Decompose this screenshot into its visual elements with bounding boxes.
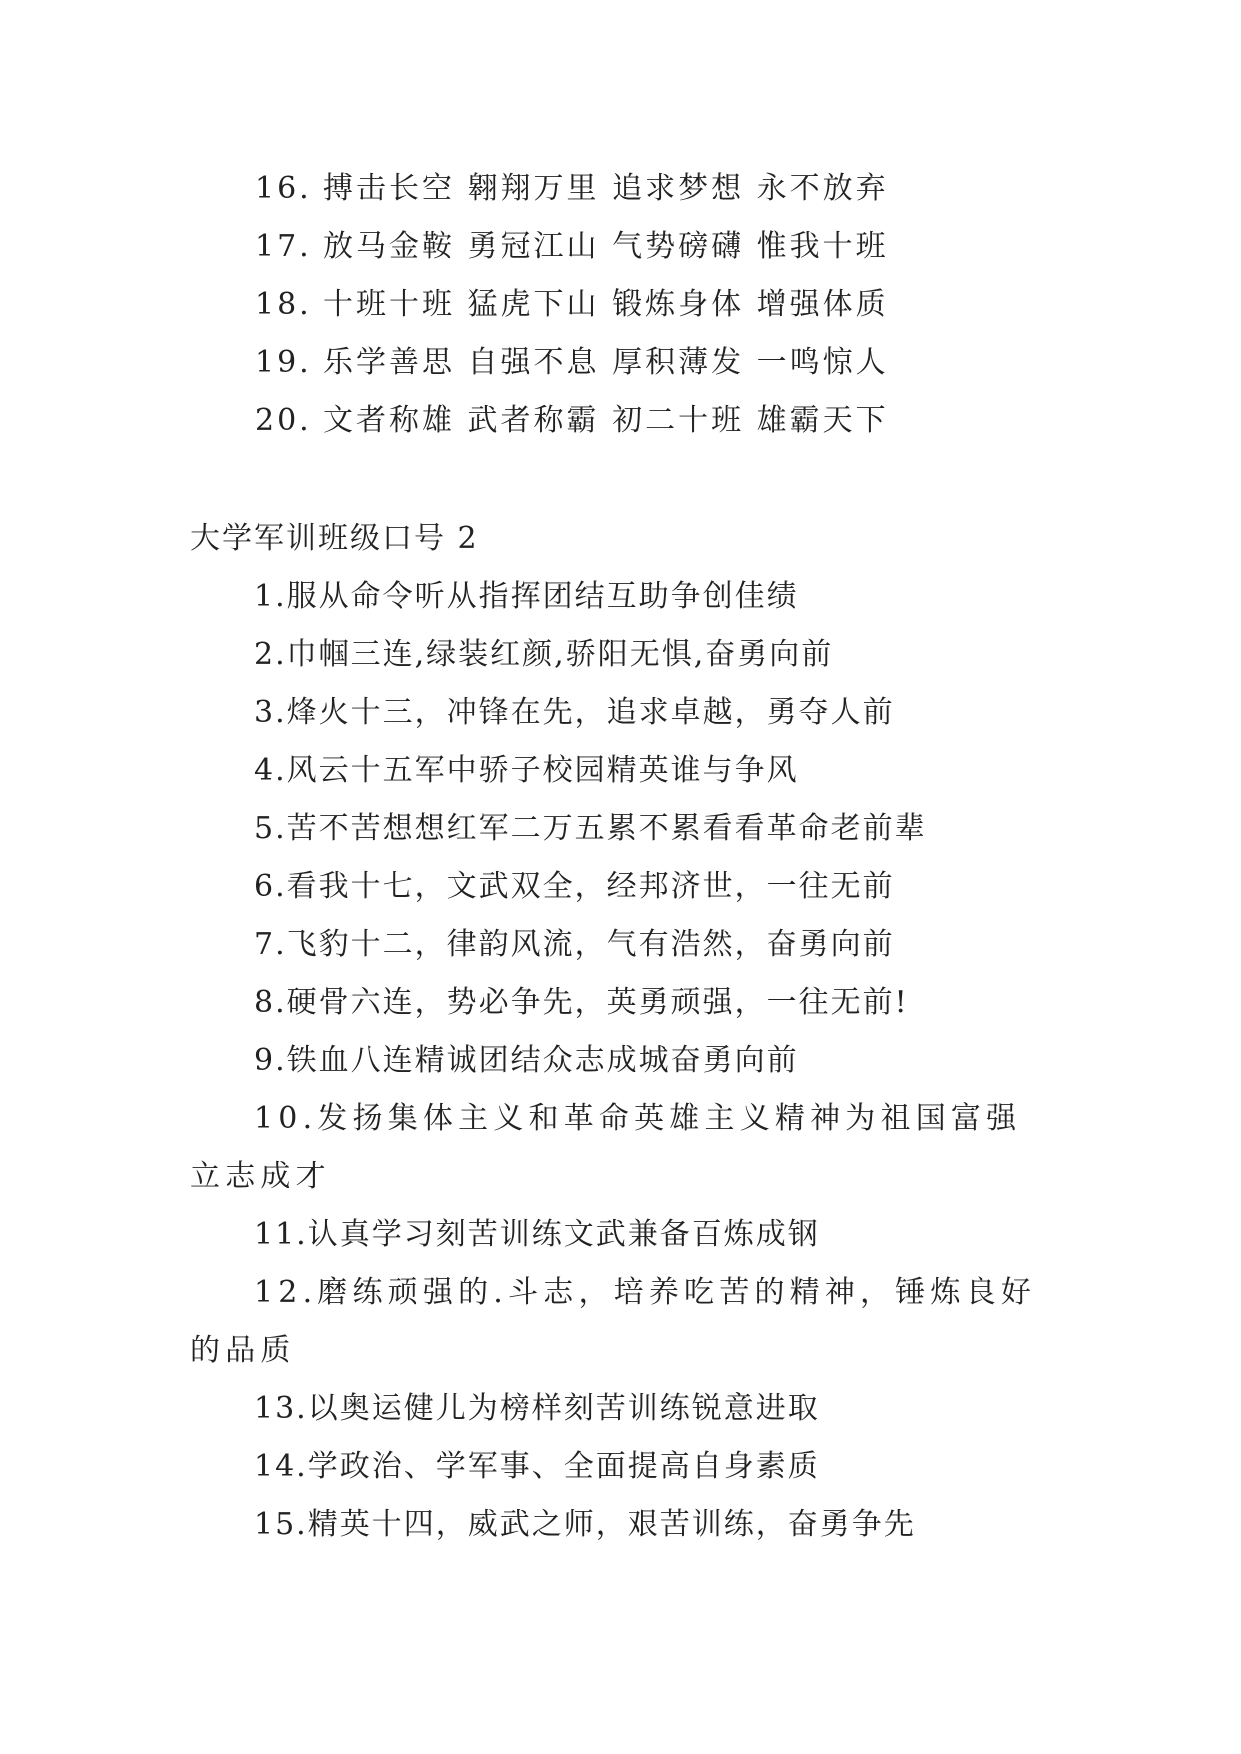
- item-text: 乐学善思 自强不息 厚积薄发 一鸣惊人: [323, 345, 889, 380]
- list-item: 11.认真学习刻苦训练文武兼备百炼成钢: [254, 1217, 820, 1252]
- list-item: 8.硬骨六连，势必争先，英勇顽强，一往无前!: [254, 985, 909, 1020]
- list-item: 7.飞豹十二，律韵风流，气有浩然，奋勇向前: [254, 927, 895, 962]
- slogan-list: [190, 568, 1050, 1554]
- list-item: 9.铁血八连精诚团结众志成城奋勇向前: [254, 1043, 799, 1078]
- list-item: 2.巾帼三连,绿装红颜,骄阳无惧,奋勇向前: [254, 637, 834, 672]
- list-item: 10.发扬集体主义和革命英雄主义精神为祖国富强立志成才: [190, 1101, 1022, 1194]
- section-heading: 大学军训班级口号 2: [190, 521, 479, 556]
- list-item: 14.学政治、学军事、全面提高自身素质: [254, 1449, 820, 1484]
- item-number: 19.: [255, 345, 312, 380]
- list-item: [255, 218, 1075, 276]
- item-number: 18.: [255, 287, 312, 322]
- item-text: 搏击长空 翱翔万里 追求梦想 永不放弃: [323, 171, 889, 206]
- slogan-list-continued: [255, 160, 1075, 450]
- item-number: 16.: [255, 171, 312, 206]
- list-item: [255, 160, 1075, 218]
- list-item: [255, 334, 1075, 392]
- list-item: 3.烽火十三，冲锋在先，追求卓越，勇夺人前: [254, 695, 895, 730]
- list-item: 15.精英十四，威武之师，艰苦训练，奋勇争先: [254, 1507, 916, 1542]
- list-item: 12.磨练顽强的.斗志，培养吃苦的精神，锤炼良好的品质: [190, 1275, 1037, 1368]
- list-item: 1.服从命令听从指挥团结互助争创佳绩: [254, 579, 799, 614]
- list-item: [255, 392, 1075, 450]
- list-item: 13.以奥运健儿为榜样刻苦训练锐意进取: [254, 1391, 820, 1426]
- list-item: [255, 276, 1075, 334]
- list-item: 5.苦不苦想想红军二万五累不累看看革命老前辈: [254, 811, 927, 846]
- item-text: 文者称雄 武者称霸 初二十班 雄霸天下: [323, 403, 889, 438]
- item-text: 放马金鞍 勇冠江山 气势磅礴 惟我十班: [323, 229, 889, 264]
- item-text: 十班十班 猛虎下山 锻炼身体 增强体质: [323, 287, 889, 322]
- item-number: 20.: [255, 403, 312, 438]
- list-item: 6.看我十七，文武双全，经邦济世，一往无前: [254, 869, 895, 904]
- list-item: 4.风云十五军中骄子校园精英谁与争风: [254, 753, 799, 788]
- item-number: 17.: [255, 229, 312, 264]
